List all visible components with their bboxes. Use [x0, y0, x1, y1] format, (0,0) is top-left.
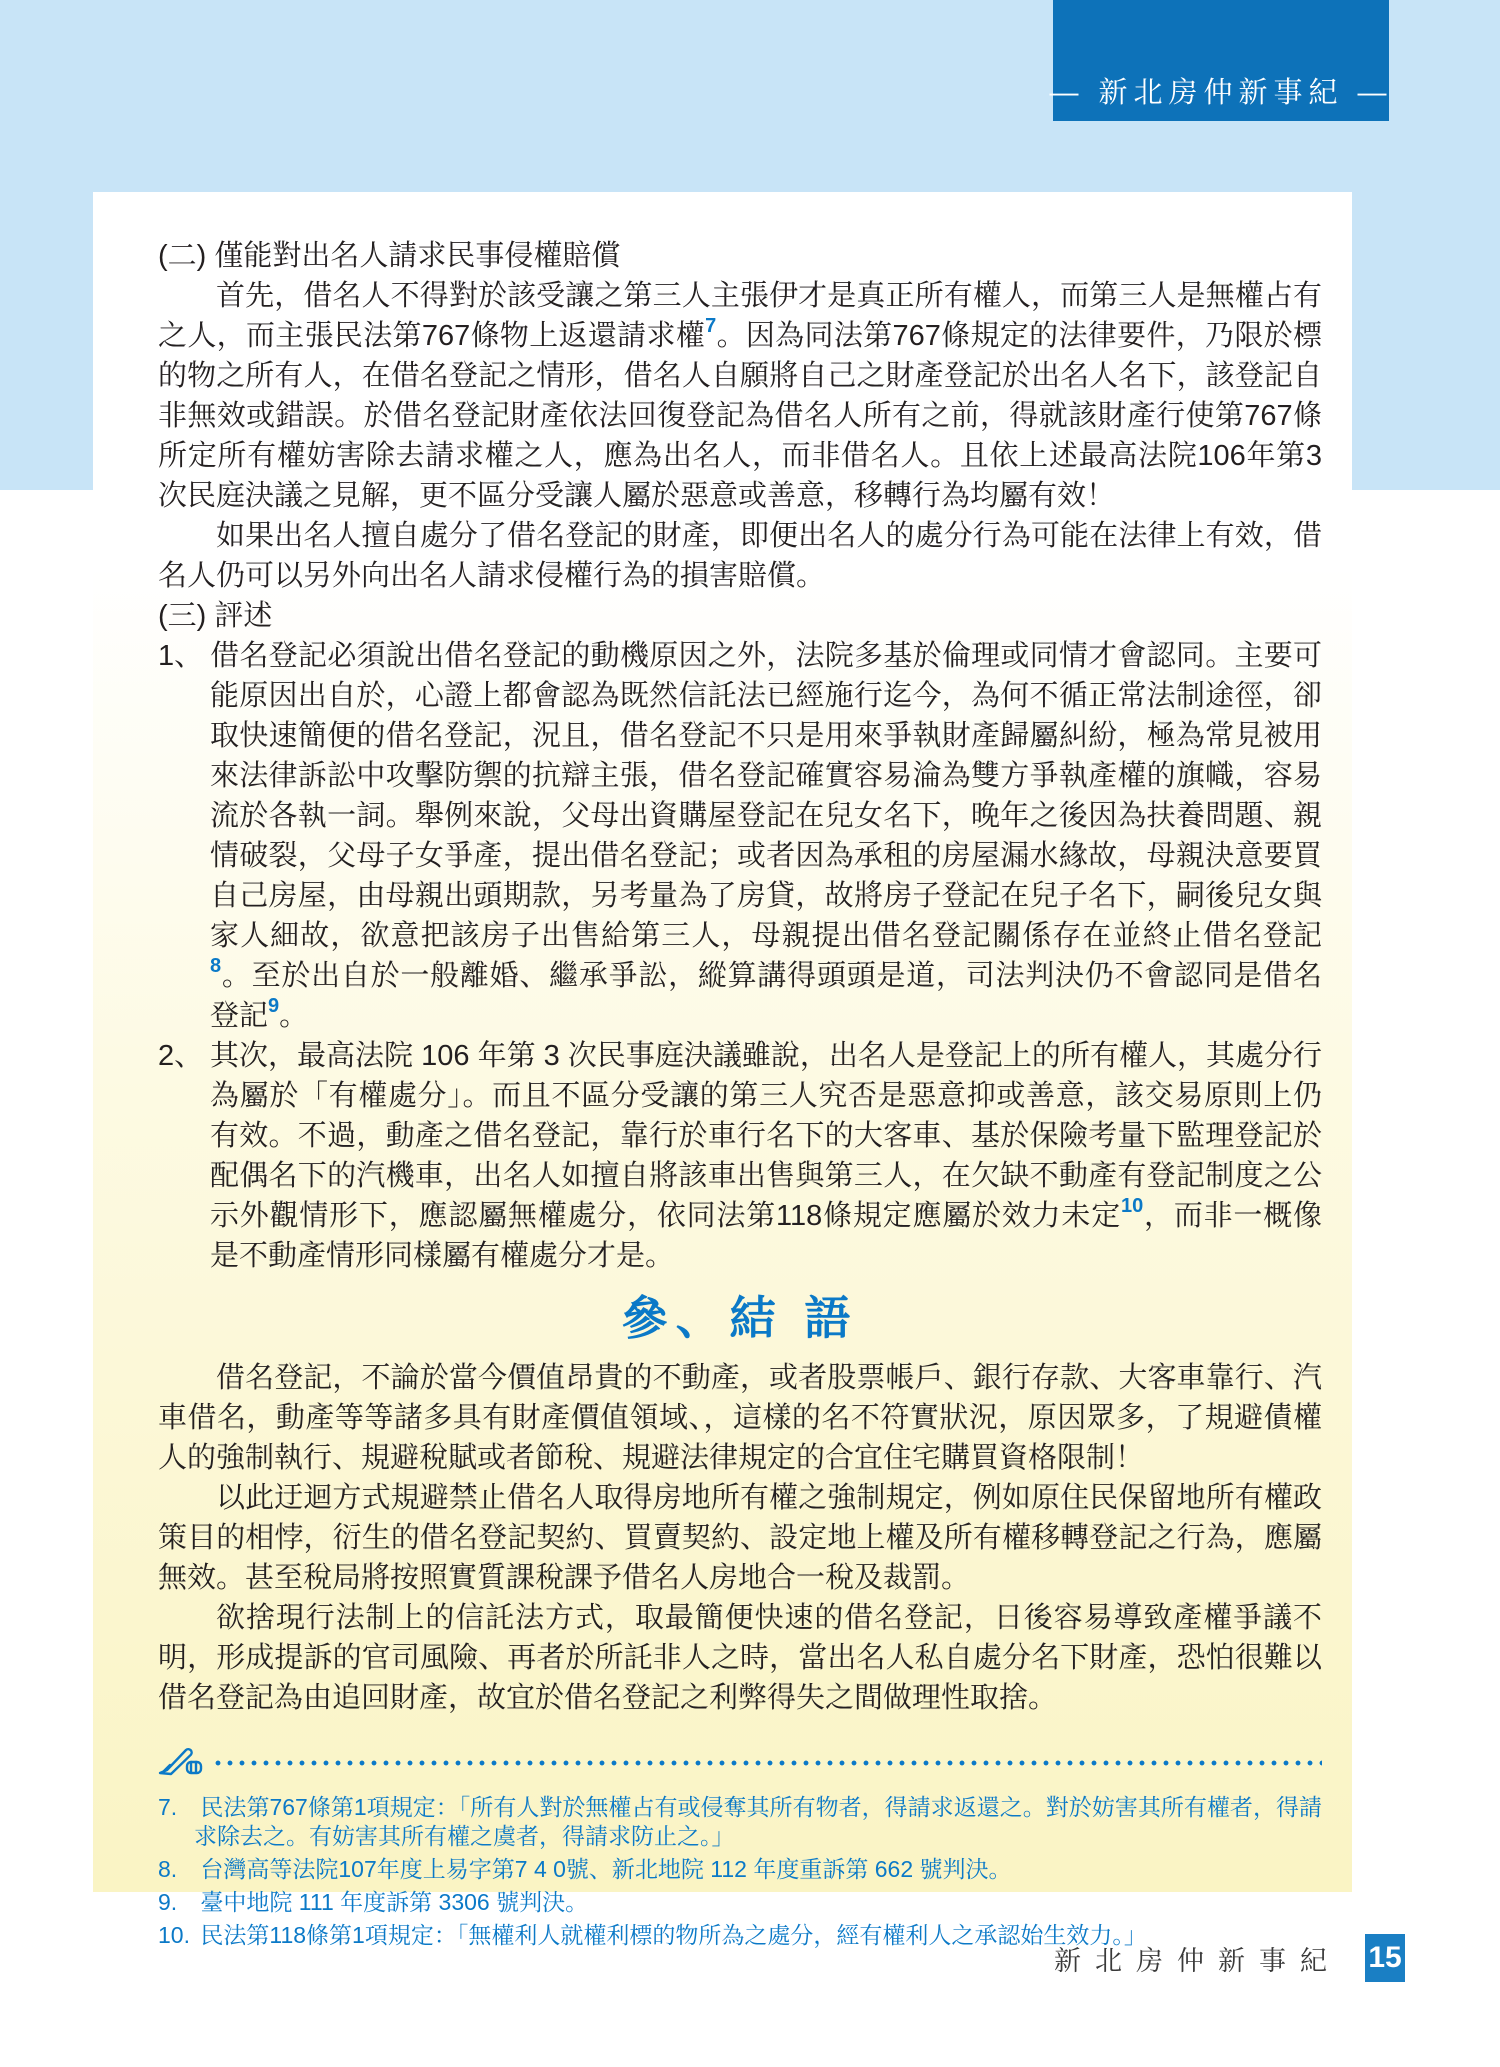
footnote-ref: 8 — [210, 955, 222, 978]
footnote-ref: 10 — [1120, 1195, 1144, 1218]
paragraph-text: 欲捨現行法制上的信託法方式，取最簡便快速的借名登記，日後容易導致產權爭議不明，形成提訴的官司風險、再者於所託非人之時，當出名人私自處分名下財產，恐怕很難以借名登記為由追回財產，故宜於借名登記之利弊得失之間做理性取捨。 — [158, 1602, 1322, 1714]
item-marker: 2、 — [158, 1040, 204, 1072]
paragraph — [158, 276, 1322, 516]
header-title: — 新北房仲新事紀 — — [1049, 77, 1393, 109]
writing-hand-icon — [158, 1744, 204, 1781]
section-label — [158, 596, 1322, 636]
header-banner — [1049, 0, 1393, 121]
paragraph-text: 以此迂迴方式規避禁止借名人取得房地所有權之強制規定，例如原住民保留地所有權政策目的相悖，衍生的借名登記契約、買賣契約、設定地上權及所有權移轉登記之行為，應屬無效。甚至稅局將按照實質課稅課予借名人房地合一稅及裁罰。 — [158, 1482, 1322, 1594]
paragraph — [158, 1358, 1322, 1478]
footnote-text: 台灣高等法院107年度上易字第7 4 0號、新北地院 112 年度重訴第 662 號判決。 — [194, 1856, 1012, 1882]
paragraph-text: 。 — [279, 1000, 309, 1032]
paragraph — [158, 1598, 1322, 1718]
numbered-item — [158, 636, 1322, 1036]
page-number-badge: 15 — [1365, 1934, 1405, 1982]
footnote-text: 民法第118條第1項規定：「無權利人就權利標的物所為之處分，經有權利人之承認始生效力。」 — [194, 1922, 1147, 1948]
paragraph-text: 。因為同法第767條規定的法律要件，乃限於標的物之所有人，在借名登記之情形，借名人自願將自己之財產登記於出名人名下，該登記自非無效或錯誤。於借名登記財產依法回復登記為借名人所有之前，得就該財產行使第767條所定所有權妨害除去請求權之人，應為出名人，而非借名人。且依上述最高法院106年第3次民庭決議之見解，更不區分受讓人屬於惡意或善意，移轉行為均屬有效！ — [158, 320, 1323, 512]
content-panel — [93, 192, 1352, 1948]
footnote-number: 10. — [158, 1922, 190, 1948]
paragraph-text: 。至於出自於一般離婚、繼承爭訟，縱算講得頭頭是道，司法判決仍不會認同是借名登記 — [210, 960, 1322, 1032]
footnote-ref: 9 — [268, 995, 280, 1018]
footnote-item — [158, 1793, 1322, 1851]
footnotes — [158, 1793, 1322, 1950]
paragraph-text: 借名登記，不論於當今價值昂貴的不動產，或者股票帳戶、銀行存款、大客車靠行、汽車借名，動產等等諸多具有財產價值領域、，這樣的名不符實狀況，原因眾多，了規避債權人的強制執行、規避稅賦或者節稅、規避法律規定的合宜住宅購買資格限制！ — [158, 1362, 1322, 1474]
footnote-number: 9. — [158, 1889, 178, 1915]
item-marker: 1、 — [158, 640, 204, 672]
footnote-text: 民法第767條第1項規定：「所有人對於無權占有或侵奪其所有物者，得請求返還之。對於妨害其所有權者，得請求除去之。有妨害其所有權之虞者，得請求防止之。」 — [194, 1794, 1322, 1849]
numbered-item — [158, 1036, 1322, 1276]
paragraph-text: 其次，最高法院 106 年第 3 次民事庭決議雖說，出名人是登記上的所有權人，其處分行為屬於「有權處分」。而且不區分受讓的第三人究否是惡意抑或善意，該交易原則上仍有效。不過，動產之借名登記，靠行於車行名下的大客車、基於保險考量下監理登記於配偶名下的汽機車，出名人如擅自將該車出售與第三人，在欠缺不動產有登記制度之公示外觀情形下，應認屬無權處分，依同法第118條規定應屬於效力未定 — [210, 1040, 1322, 1232]
paragraph-text: (三) 評述 — [158, 600, 273, 632]
paragraph-text: (二) 僅能對出名人請求民事侵權賠償 — [158, 240, 621, 272]
paragraph — [158, 516, 1322, 596]
footer-brand: 新北房仲新事紀 — [1054, 1945, 1341, 1976]
paragraph-text: 借名登記必須說出借名登記的動機原因之外，法院多基於倫理或同情才會認同。主要可能原因出自於，心證上都會認為既然信託法已經施行迄今，為何不循正常法制途徑，卻取快速簡便的借名登記，況且，借名登記不只是用來爭執財產歸屬糾紛，極為常見被用來法律訴訟中攻擊防禦的抗辯主張，借名登記確實容易淪為雙方爭執產權的旗幟，容易流於各執一詞。舉例來說，父母出資購屋登記在兒女名下，晚年之後因為扶養問題、親情破裂，父母子女爭產，提出借名登記；或者因為承租的房屋漏水緣故，母親決意要買自己房屋，由母親出頭期款，另考量為了房貸，故將房子登記在兒子名下，嗣後兒女與家人細故，欲意把該房子出售給第三人，母親提出借名登記關係存在並終止借名登記 — [210, 640, 1322, 952]
article-body — [158, 236, 1322, 1718]
section-heading — [158, 1292, 1322, 1344]
footnote-divider — [158, 1744, 1322, 1781]
footnote-ref: 7 — [705, 315, 717, 338]
paragraph — [158, 1478, 1322, 1598]
dotted-rule — [212, 1759, 1322, 1767]
footnote-item — [158, 1855, 1322, 1884]
paragraph-text: 首先，借名人不得對於該受讓之第三人主張伊才是真正所有權人，而第三人是無權占有之人，而主張民法第767條物上返還請求權 — [158, 280, 1322, 352]
footnote-number: 7. — [158, 1794, 178, 1820]
paragraph-text: 參、結 語 — [621, 1292, 859, 1344]
section-label — [158, 236, 1322, 276]
paragraph-text: ，而非一概像是不動產情形同樣屬有權處分才是。 — [210, 1200, 1322, 1272]
paragraph-text: 如果出名人擅自處分了借名登記的財產，即便出名人的處分行為可能在法律上有效，借名人仍可以另外向出名人請求侵權行為的損害賠償。 — [158, 520, 1322, 592]
page-footer — [1054, 1934, 1405, 1982]
footnote-item — [158, 1888, 1322, 1917]
footnote-number: 8. — [158, 1856, 178, 1882]
footnote-text: 臺中地院 111 年度訴第 3306 號判決。 — [194, 1889, 589, 1915]
